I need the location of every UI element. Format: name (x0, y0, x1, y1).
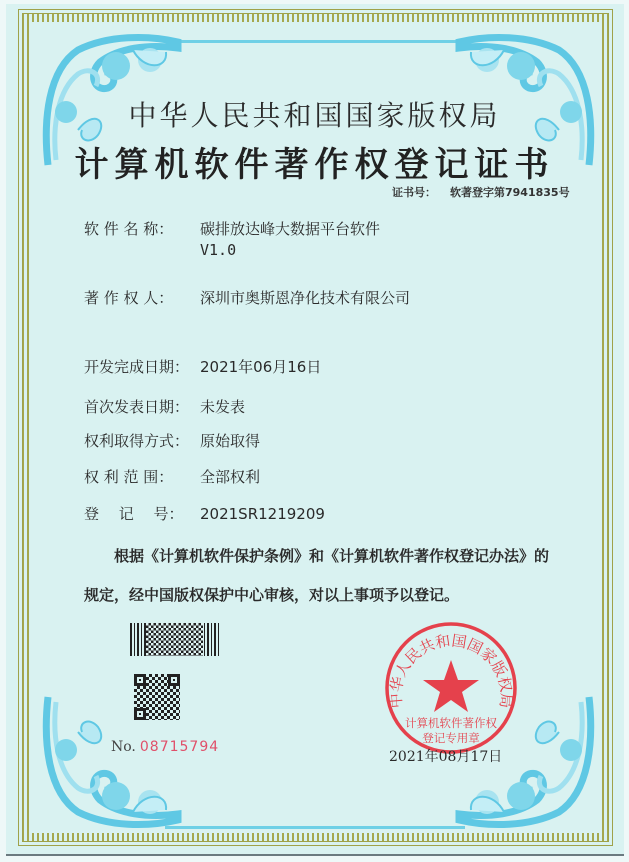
seal-outer-text: 中华人民共和国国家版权局 (386, 631, 516, 709)
qr-finder-pattern (134, 708, 146, 720)
qr-code-icon (134, 674, 180, 720)
statement-line-1: 根据《计算机软件保护条例》和《计算机软件著作权登记办法》的 (114, 547, 550, 565)
serial-value: 08715794 (139, 739, 220, 755)
statement-line-2: 规定，经中国版权保护中心审核，对以上事项予以登记。 (84, 586, 460, 604)
field-value: 原始取得 (200, 432, 261, 450)
barcode-2d-segment (146, 623, 203, 656)
certificate-number (392, 184, 570, 200)
field-value: 2021SR1219209 (200, 505, 325, 523)
field-completion-date (84, 356, 321, 377)
issuer-title: 中华人民共和国国家版权局 (128, 99, 501, 132)
barcode-icon (130, 623, 219, 656)
qr-finder-pattern (168, 674, 180, 686)
serial-number (111, 739, 219, 755)
certificate-title: 计算机软件著作权登记证书 (74, 145, 555, 185)
seal-inner-line-1: 计算机软件著作权 (405, 716, 497, 730)
software-version: V1.0 (200, 241, 237, 259)
field-software-name (84, 218, 380, 239)
field-first-publish-date (84, 396, 245, 417)
official-seal-icon (381, 618, 521, 758)
certificate-number-label: 证书号： (392, 186, 436, 199)
serial-prefix: No. (111, 739, 136, 755)
field-value: 未发表 (200, 398, 246, 416)
field-label: 登 记 号： (84, 505, 184, 523)
field-label: 开发完成日期： (84, 358, 190, 376)
field-label: 首次发表日期： (84, 398, 190, 416)
ornament-line-top (165, 40, 465, 43)
field-value: 2021年06月16日 (200, 358, 322, 376)
field-registration-number (84, 503, 325, 524)
field-label: 著 作 权 人： (84, 289, 174, 307)
issue-date: 2021年08月17日 (389, 749, 503, 765)
field-value: 深圳市奥斯恩净化技术有限公司 (200, 289, 411, 307)
ornament-line-bottom (165, 826, 465, 829)
seal-inner-line-2: 登记专用章 (422, 731, 480, 745)
field-rights-scope (84, 466, 260, 487)
field-value: 碳排放达峰大数据平台软件 (200, 220, 381, 238)
field-label: 权利取得方式： (84, 432, 190, 450)
field-label: 软 件 名 称： (84, 220, 174, 238)
field-value: 全部权利 (200, 468, 261, 486)
field-label: 权 利 范 围： (84, 468, 174, 486)
field-acquisition-method (84, 430, 260, 451)
certificate-number-value: 软著登字第7941835号 (450, 186, 570, 199)
star-icon (423, 660, 479, 712)
qr-finder-pattern (134, 674, 146, 686)
field-copyright-owner (84, 287, 410, 308)
